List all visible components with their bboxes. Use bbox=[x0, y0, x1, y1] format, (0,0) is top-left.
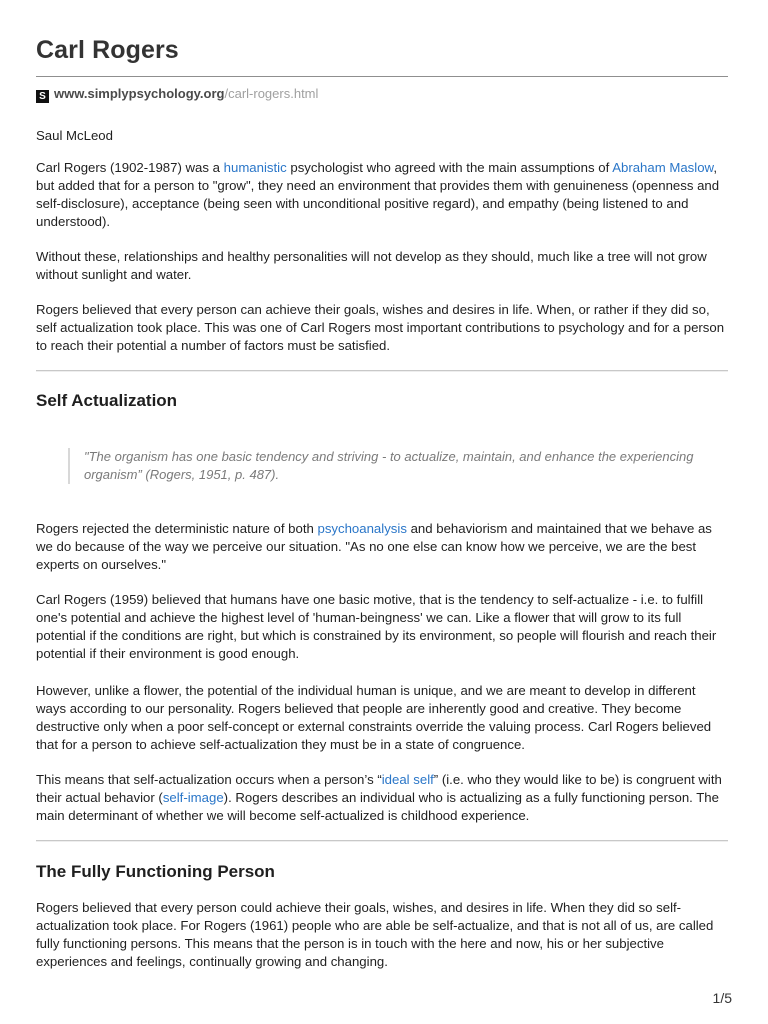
section-heading-self-actualization: Self Actualization bbox=[36, 391, 178, 410]
author-name: Saul McLeod bbox=[36, 128, 113, 143]
section-heading-fully-functioning-person: The Fully Functioning Person bbox=[36, 862, 275, 881]
self-actualization-paragraph-2: Carl Rogers (1959) believed that humans have one basic motive, that is the tendency to self-actualize - i.e. to fulfill one's potential and achieve the highest level of 'human-beingness' we can. Like a flower that will grow to its full potential if the conditions are right, but which is constrained by its environment, so people will flourish and reach their potential if their environment is good enough. bbox=[36, 592, 717, 661]
link-self-image[interactable]: self-image bbox=[162, 790, 224, 805]
text-span: Rogers rejected the deterministic nature of both bbox=[36, 521, 318, 536]
text-span: and behaviorism and maintained that we behave as we do because of the way we perceive our situation. "As no one else can know how we perceive, we are the best experts on ourselves." bbox=[36, 521, 712, 572]
text-span: This means that self-actualization occurs when a person’s “ bbox=[36, 772, 382, 787]
section-divider bbox=[36, 840, 728, 841]
text-span: ). Rogers describes an individual who is actualizing as a fully functioning person. The main determinant of whether we will become self-actualized is childhood experience. bbox=[36, 790, 719, 823]
self-actualization-paragraph-3: However, unlike a flower, the potential of the individual human is unique, and we are meant to develop in different ways according to our personality. Rogers believed that people are inherently good and creative. They become destructive only when a poor self-concept or external constraints override the valuing process. Carl Rogers believed that for a person to achieve self-actualization they must be in a state of congruence. bbox=[36, 683, 712, 752]
text-span: Carl Rogers (1902-1987) was a bbox=[36, 160, 224, 175]
section-divider bbox=[36, 370, 728, 371]
page-title: Carl Rogers bbox=[36, 36, 179, 64]
site-favicon-icon: S bbox=[36, 90, 49, 103]
link-psychoanalysis[interactable]: psychoanalysis bbox=[317, 521, 407, 536]
source-path[interactable]: /carl-rogers.html bbox=[224, 86, 319, 101]
page-number: 1/5 bbox=[712, 990, 732, 1006]
source-line[interactable] bbox=[36, 86, 318, 103]
link-ideal-self[interactable]: ideal self bbox=[381, 772, 434, 787]
intro-paragraph-3: Rogers believed that every person can achieve their goals, wishes and desires in life. When, or rather if they did so, self actualization took place. This was one of Carl Rogers most important contributions to psychology and for a person to reach their potential a number of factors must be satisfied. bbox=[36, 302, 725, 353]
self-actualization-paragraph-4 bbox=[36, 771, 728, 825]
text-span: ” (i.e. who they would like to be) is congruent with their actual behavior ( bbox=[36, 772, 722, 805]
text-span: psychologist who agreed with the main assumptions of bbox=[286, 160, 613, 175]
link-humanistic[interactable]: humanistic bbox=[223, 160, 287, 175]
intro-paragraph-1 bbox=[36, 159, 728, 231]
source-domain[interactable]: www.simplypsychology.org bbox=[54, 86, 225, 101]
text-span: , but added that for a person to "grow", they need an environment that provides them with genuineness (openness and self-disclosure), acceptance (being seen with unconditional positive regard), and empathy (being listened to and understood). bbox=[36, 160, 720, 229]
fully-functioning-paragraph-1: Rogers believed that every person could achieve their goals, wishes, and desires in life. When they did so self-actualization took place. For Rogers (1961) people who are able be self-actualize, and that is not all of us, are called fully functioning persons. This means that the person is in touch with the here and now, his or her subjective experiences and feelings, continually growing and changing. bbox=[36, 900, 714, 969]
title-divider bbox=[36, 76, 728, 77]
intro-paragraph-2: Without these, relationships and healthy personalities will not develop as they should, much like a tree will not grow without sunlight and water. bbox=[36, 249, 707, 282]
blockquote: "The organism has one basic tendency and striving - to actualize, maintain, and enhance the experiencing organism” (Rogers, 1951, p. 487). bbox=[68, 448, 704, 484]
self-actualization-paragraph-1 bbox=[36, 520, 728, 574]
link-abraham-maslow[interactable]: Abraham Maslow bbox=[612, 160, 714, 175]
